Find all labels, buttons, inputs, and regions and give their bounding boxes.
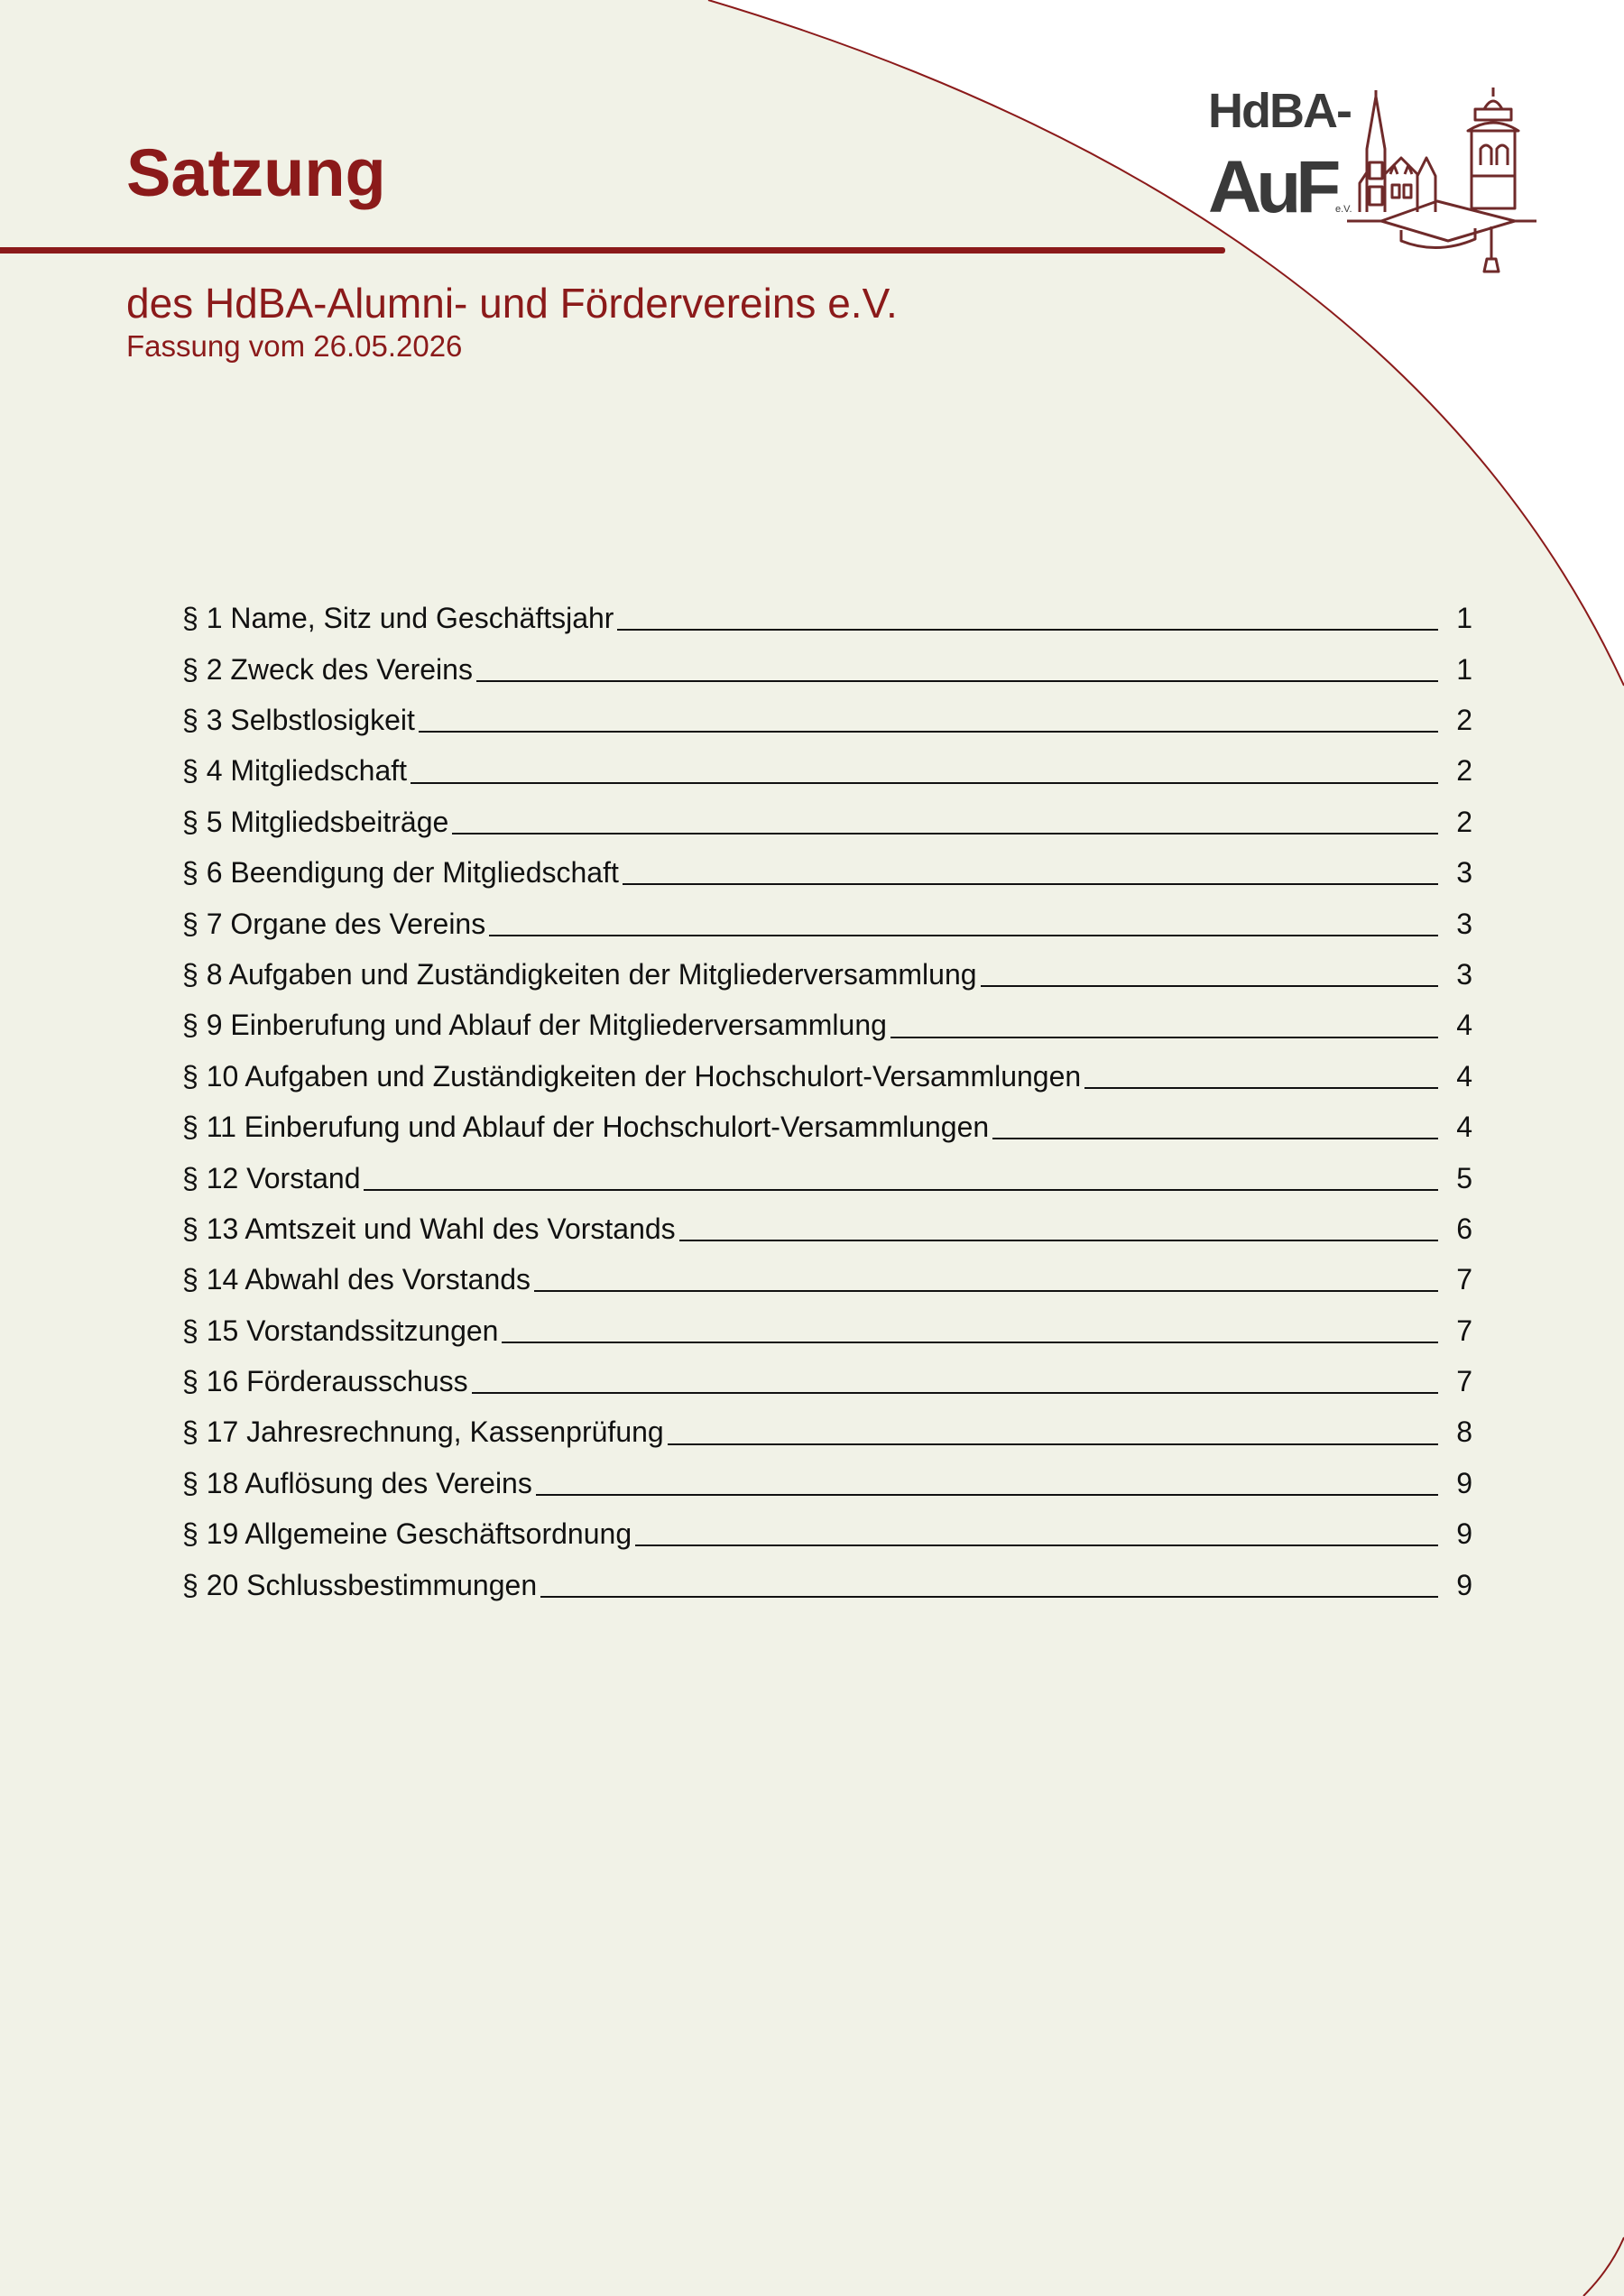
logo-text-hdba: HdBA- <box>1208 86 1351 138</box>
toc-leader-line <box>502 1342 1438 1343</box>
toc-entry-page: 1 <box>1456 602 1472 635</box>
toc-entry-page: 3 <box>1456 856 1472 890</box>
toc-entry[interactable] <box>182 894 1472 945</box>
toc-entry[interactable] <box>182 640 1472 690</box>
hdba-auf-logo <box>1204 86 1538 275</box>
toc-entry-title: § 1 Name, Sitz und Geschäftsjahr <box>182 602 614 635</box>
toc-entry[interactable] <box>182 1555 1472 1606</box>
toc-leader-line <box>364 1189 1438 1191</box>
toc-entry-title: § 5 Mitgliedsbeiträge <box>182 805 449 838</box>
toc-leader-line <box>540 1596 1438 1598</box>
toc-entry[interactable] <box>182 793 1472 844</box>
toc-entry[interactable] <box>182 1148 1472 1199</box>
toc-entry-page: 7 <box>1456 1263 1472 1296</box>
document-version: Fassung vom 26.05.2026 <box>126 329 463 363</box>
toc-leader-line <box>476 680 1438 682</box>
toc-leader-line <box>617 629 1438 631</box>
toc-entry-page: 9 <box>1456 1517 1472 1551</box>
logo-text-ev: e.V. <box>1335 204 1352 215</box>
toc-leader-line <box>536 1494 1438 1496</box>
toc-entry-page: 3 <box>1456 957 1472 991</box>
toc-entry-title: § 20 Schlussbestimmungen <box>182 1568 538 1601</box>
toc-entry[interactable] <box>182 1454 1472 1505</box>
toc-entry[interactable] <box>182 996 1472 1047</box>
toc-entry-title: § 4 Mitgliedschaft <box>182 754 408 788</box>
toc-entry-title: § 16 Förderausschuss <box>182 1365 468 1398</box>
toc-leader-line <box>623 883 1438 885</box>
toc-leader-line <box>452 833 1438 834</box>
toc-entry-title: § 2 Zweck des Vereins <box>182 652 473 686</box>
tower-icon <box>1468 88 1518 208</box>
toc-entry-page: 4 <box>1456 1059 1472 1093</box>
toc-entry-title: § 6 Beendigung der Mitgliedschaft <box>182 856 619 890</box>
toc-leader-line <box>635 1544 1438 1546</box>
cathedral-icon <box>1360 90 1435 212</box>
toc-leader-line <box>419 731 1438 733</box>
toc-entry[interactable] <box>182 691 1472 742</box>
toc-entry-page: 6 <box>1456 1212 1472 1245</box>
toc-leader-line <box>890 1037 1438 1038</box>
toc-entry[interactable] <box>182 1250 1472 1301</box>
toc-entry-title: § 14 Abwahl des Vorstands <box>182 1263 531 1296</box>
toc-entry-page: 2 <box>1456 703 1472 736</box>
toc-entry-title: § 8 Aufgaben und Zuständigkeiten der Mitgliederversammlung <box>182 957 977 991</box>
toc-leader-line <box>1084 1087 1438 1089</box>
toc-entry-title: § 12 Vorstand <box>182 1161 361 1194</box>
logo-text-auf: AuF <box>1208 146 1336 228</box>
title-underline <box>0 247 1225 254</box>
toc-entry[interactable] <box>182 742 1472 792</box>
toc-entry-title: § 15 Vorstandssitzungen <box>182 1314 499 1347</box>
toc-entry-page: 7 <box>1456 1365 1472 1398</box>
table-of-contents <box>182 589 1472 1607</box>
toc-leader-line <box>489 935 1438 936</box>
toc-entry-page: 2 <box>1456 754 1472 788</box>
toc-entry-page: 9 <box>1456 1466 1472 1499</box>
toc-entry-page: 3 <box>1456 907 1472 940</box>
toc-entry-title: § 3 Selbstlosigkeit <box>182 703 415 736</box>
toc-entry[interactable] <box>182 1301 1472 1351</box>
toc-entry[interactable] <box>182 1352 1472 1403</box>
toc-entry-title: § 13 Amtszeit und Wahl des Vorstands <box>182 1212 676 1245</box>
toc-entry[interactable] <box>182 1047 1472 1098</box>
toc-entry-page: 8 <box>1456 1415 1472 1449</box>
document-title: Satzung <box>126 135 386 210</box>
toc-entry-page: 9 <box>1456 1568 1472 1601</box>
toc-entry-title: § 17 Jahresrechnung, Kassenprüfung <box>182 1415 664 1449</box>
toc-entry-title: § 19 Allgemeine Geschäftsordnung <box>182 1517 632 1551</box>
toc-entry-page: 7 <box>1456 1314 1472 1347</box>
toc-entry[interactable] <box>182 844 1472 894</box>
toc-entry-page: 1 <box>1456 652 1472 686</box>
toc-entry[interactable] <box>182 1098 1472 1148</box>
toc-entry-page: 4 <box>1456 1111 1472 1144</box>
toc-entry-page: 5 <box>1456 1161 1472 1194</box>
toc-entry-title: § 9 Einberufung und Ablauf der Mitgliederversammlung <box>182 1009 887 1042</box>
toc-leader-line <box>411 782 1438 784</box>
toc-leader-line <box>992 1138 1438 1139</box>
toc-entry[interactable] <box>182 1505 1472 1555</box>
toc-entry-title: § 10 Aufgaben und Zuständigkeiten der Hochschulort-Versammlungen <box>182 1059 1082 1093</box>
toc-entry[interactable] <box>182 1200 1472 1250</box>
toc-leader-line <box>679 1240 1438 1241</box>
toc-leader-line <box>472 1392 1438 1394</box>
toc-entry[interactable] <box>182 589 1472 640</box>
toc-leader-line <box>534 1290 1438 1292</box>
toc-entry-page: 2 <box>1456 805 1472 838</box>
toc-leader-line <box>668 1443 1438 1445</box>
toc-entry-title: § 7 Organe des Vereins <box>182 907 486 940</box>
document-subtitle: des HdBA-Alumni- und Fördervereins e.V. <box>126 280 898 327</box>
toc-entry-title: § 18 Auflösung des Vereins <box>182 1466 532 1499</box>
graduation-cap-icon <box>1347 201 1536 272</box>
toc-leader-line <box>981 985 1438 987</box>
toc-entry-page: 4 <box>1456 1009 1472 1042</box>
toc-entry[interactable] <box>182 1403 1472 1453</box>
toc-entry[interactable] <box>182 945 1472 996</box>
toc-entry-title: § 11 Einberufung und Ablauf der Hochschulort-Versammlungen <box>182 1111 990 1144</box>
